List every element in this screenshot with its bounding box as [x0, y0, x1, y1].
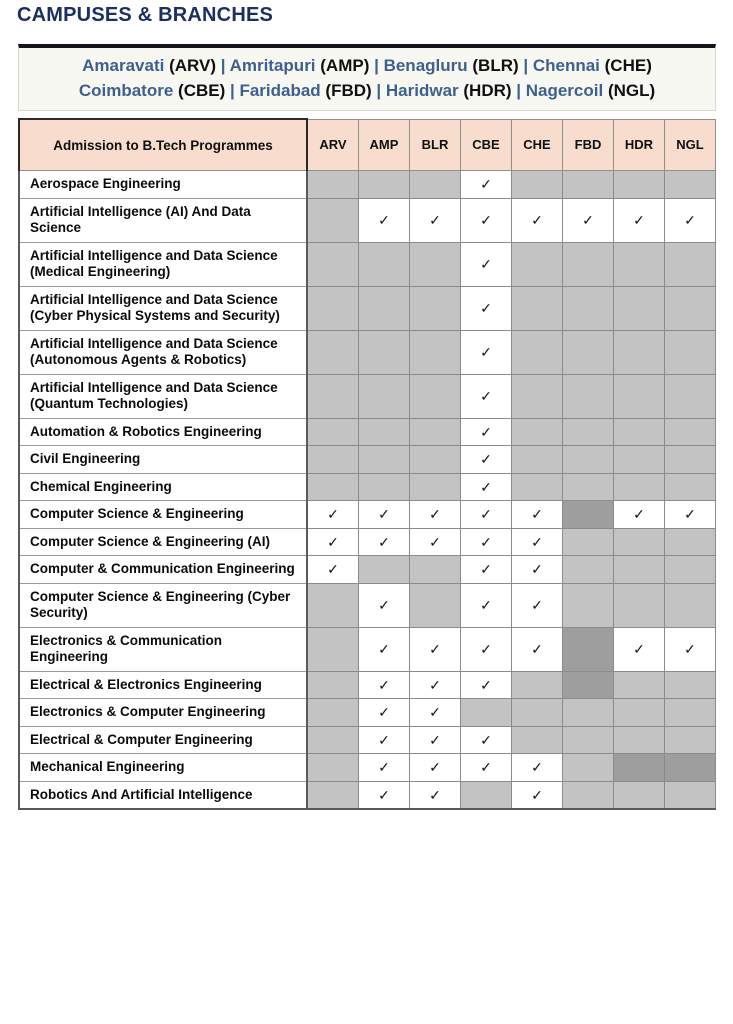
campus-name: Benagluru	[383, 56, 473, 75]
availability-cell-fbd	[563, 330, 614, 374]
availability-cell-ngl	[665, 501, 716, 529]
availability-cell-blr	[410, 501, 461, 529]
check-icon: ✓	[531, 561, 543, 578]
availability-cell-hdr	[614, 501, 665, 529]
availability-cell-amp	[359, 374, 410, 418]
table-row	[19, 556, 716, 584]
availability-cell-blr	[410, 473, 461, 501]
check-icon: ✓	[480, 478, 492, 495]
check-icon: ✓	[480, 533, 492, 550]
availability-cell-arv	[307, 446, 359, 474]
table-row	[19, 754, 716, 782]
programme-label: Computer & Communication Engineering	[19, 556, 307, 584]
availability-cell-arv	[307, 418, 359, 446]
availability-cell-ngl	[665, 242, 716, 286]
availability-cell-amp	[359, 781, 410, 809]
table-row	[19, 501, 716, 529]
programme-label: Electrical & Electronics Engineering	[19, 671, 307, 699]
availability-cell-fbd	[563, 781, 614, 809]
programme-label: Chemical Engineering	[19, 473, 307, 501]
availability-cell-arv	[307, 754, 359, 782]
campus-separator: |	[216, 56, 230, 75]
check-icon: ✓	[531, 212, 543, 228]
availability-cell-hdr	[614, 473, 665, 501]
availability-cell-cbe	[461, 754, 512, 782]
check-icon: ✓	[327, 506, 339, 523]
table-row	[19, 330, 716, 374]
check-icon: ✓	[378, 597, 390, 613]
check-icon: ✓	[429, 731, 441, 748]
availability-cell-ngl	[665, 473, 716, 501]
programme-label: Mechanical Engineering	[19, 754, 307, 782]
availability-cell-amp	[359, 671, 410, 699]
availability-cell-hdr	[614, 242, 665, 286]
availability-cell-arv	[307, 627, 359, 671]
availability-cell-amp	[359, 556, 410, 584]
campus-separator: |	[511, 81, 526, 100]
check-icon: ✓	[378, 731, 390, 748]
availability-cell-che	[512, 726, 563, 754]
availability-cell-cbe	[461, 556, 512, 584]
check-icon: ✓	[378, 786, 390, 803]
table-row	[19, 699, 716, 727]
programme-label: Artificial Intelligence and Data Science (Autonomous Agents & Robotics)	[19, 330, 307, 374]
campus-separator: |	[369, 56, 384, 75]
check-icon: ✓	[633, 212, 645, 228]
availability-cell-fbd	[563, 286, 614, 330]
availability-cell-ngl	[665, 781, 716, 809]
column-header-cbe: CBE	[461, 119, 512, 171]
availability-cell-arv	[307, 671, 359, 699]
availability-cell-hdr	[614, 726, 665, 754]
availability-cell-arv	[307, 242, 359, 286]
availability-cell-hdr	[614, 528, 665, 556]
availability-cell-fbd	[563, 446, 614, 474]
programme-label: Artificial Intelligence and Data Science (Quantum Technologies)	[19, 374, 307, 418]
availability-cell-arv	[307, 556, 359, 584]
table-row	[19, 418, 716, 446]
availability-cell-che	[512, 418, 563, 446]
campus-banner	[18, 44, 716, 111]
table-row	[19, 583, 716, 627]
availability-cell-arv	[307, 286, 359, 330]
availability-cell-che	[512, 583, 563, 627]
campus-separator: |	[518, 56, 533, 75]
availability-cell-che	[512, 754, 563, 782]
check-icon: ✓	[480, 176, 492, 193]
check-icon: ✓	[531, 597, 543, 613]
availability-cell-ngl	[665, 446, 716, 474]
campus-code: (AMP)	[320, 56, 370, 75]
check-icon: ✓	[684, 212, 696, 228]
programme-label: Electronics & Computer Engineering	[19, 699, 307, 727]
check-icon: ✓	[429, 506, 441, 523]
availability-cell-arv	[307, 528, 359, 556]
table-row	[19, 242, 716, 286]
availability-cell-arv	[307, 781, 359, 809]
availability-cell-amp	[359, 418, 410, 446]
availability-cell-ngl	[665, 627, 716, 671]
availability-cell-blr	[410, 242, 461, 286]
check-icon: ✓	[429, 533, 441, 550]
table-header	[19, 119, 716, 171]
check-icon: ✓	[378, 533, 390, 550]
check-icon: ✓	[480, 300, 492, 316]
column-header-che: CHE	[512, 119, 563, 171]
table-row	[19, 726, 716, 754]
check-icon: ✓	[480, 256, 492, 272]
availability-cell-ngl	[665, 418, 716, 446]
availability-cell-blr	[410, 556, 461, 584]
availability-cell-blr	[410, 583, 461, 627]
check-icon: ✓	[531, 759, 543, 776]
availability-cell-ngl	[665, 726, 716, 754]
availability-cell-fbd	[563, 473, 614, 501]
availability-cell-hdr	[614, 286, 665, 330]
availability-cell-amp	[359, 501, 410, 529]
availability-cell-hdr	[614, 583, 665, 627]
availability-cell-amp	[359, 242, 410, 286]
availability-cell-blr	[410, 781, 461, 809]
availability-cell-amp	[359, 286, 410, 330]
availability-cell-blr	[410, 699, 461, 727]
column-header-programme: Admission to B.Tech Programmes	[19, 119, 307, 171]
table-row	[19, 171, 716, 199]
availability-cell-amp	[359, 198, 410, 242]
campus-name: Chennai	[532, 56, 605, 75]
check-icon: ✓	[429, 786, 441, 803]
availability-cell-amp	[359, 726, 410, 754]
check-icon: ✓	[633, 506, 645, 523]
availability-cell-amp	[359, 330, 410, 374]
availability-cell-che	[512, 556, 563, 584]
availability-cell-blr	[410, 418, 461, 446]
availability-cell-amp	[359, 699, 410, 727]
check-icon: ✓	[429, 759, 441, 776]
availability-cell-arv	[307, 330, 359, 374]
check-icon: ✓	[480, 212, 492, 228]
availability-cell-fbd	[563, 671, 614, 699]
availability-cell-blr	[410, 754, 461, 782]
availability-cell-ngl	[665, 583, 716, 627]
availability-cell-cbe	[461, 330, 512, 374]
availability-cell-arv	[307, 473, 359, 501]
availability-cell-amp	[359, 171, 410, 199]
check-icon: ✓	[531, 506, 543, 523]
availability-cell-hdr	[614, 198, 665, 242]
column-header-blr: BLR	[410, 119, 461, 171]
column-header-amp: AMP	[359, 119, 410, 171]
availability-cell-che	[512, 242, 563, 286]
availability-cell-fbd	[563, 171, 614, 199]
availability-cell-cbe	[461, 726, 512, 754]
table-header-row	[19, 119, 716, 171]
availability-cell-arv	[307, 374, 359, 418]
availability-cell-arv	[307, 583, 359, 627]
table-row	[19, 198, 716, 242]
check-icon: ✓	[684, 641, 696, 657]
availability-cell-cbe	[461, 473, 512, 501]
availability-cell-ngl	[665, 198, 716, 242]
availability-cell-ngl	[665, 556, 716, 584]
campus-code: (ARV)	[169, 56, 216, 75]
programme-label: Artificial Intelligence (AI) And Data Science	[19, 198, 307, 242]
check-icon: ✓	[480, 731, 492, 748]
availability-cell-amp	[359, 754, 410, 782]
availability-cell-fbd	[563, 242, 614, 286]
campus-name: Amritapuri	[229, 56, 321, 75]
availability-cell-hdr	[614, 330, 665, 374]
availability-cell-ngl	[665, 330, 716, 374]
availability-cell-che	[512, 198, 563, 242]
availability-cell-che	[512, 330, 563, 374]
availability-cell-che	[512, 286, 563, 330]
availability-cell-hdr	[614, 699, 665, 727]
availability-cell-blr	[410, 671, 461, 699]
availability-cell-ngl	[665, 374, 716, 418]
programme-label: Civil Engineering	[19, 446, 307, 474]
campus-code: (BLR)	[472, 56, 519, 75]
check-icon: ✓	[327, 533, 339, 550]
check-icon: ✓	[378, 641, 390, 657]
table-row	[19, 781, 716, 809]
availability-cell-cbe	[461, 418, 512, 446]
availability-cell-cbe	[461, 627, 512, 671]
check-icon: ✓	[480, 451, 492, 468]
table-row	[19, 473, 716, 501]
check-icon: ✓	[327, 561, 339, 578]
availability-cell-cbe	[461, 374, 512, 418]
availability-cell-fbd	[563, 726, 614, 754]
availability-cell-cbe	[461, 171, 512, 199]
programme-label: Robotics And Artificial Intelligence	[19, 781, 307, 809]
programme-label: Artificial Intelligence and Data Science (Cyber Physical Systems and Security)	[19, 286, 307, 330]
availability-cell-arv	[307, 171, 359, 199]
campus-banner-line-2	[19, 78, 715, 103]
campus-code: (FBD)	[325, 81, 372, 100]
availability-cell-hdr	[614, 627, 665, 671]
programme-label: Artificial Intelligence and Data Science (Medical Engineering)	[19, 242, 307, 286]
availability-cell-ngl	[665, 171, 716, 199]
check-icon: ✓	[378, 212, 390, 228]
availability-cell-che	[512, 699, 563, 727]
column-header-ngl: NGL	[665, 119, 716, 171]
availability-cell-hdr	[614, 781, 665, 809]
availability-cell-arv	[307, 501, 359, 529]
check-icon: ✓	[480, 597, 492, 613]
availability-cell-hdr	[614, 556, 665, 584]
availability-cell-blr	[410, 171, 461, 199]
availability-cell-arv	[307, 726, 359, 754]
availability-cell-blr	[410, 528, 461, 556]
availability-cell-che	[512, 374, 563, 418]
availability-cell-che	[512, 528, 563, 556]
availability-cell-cbe	[461, 501, 512, 529]
campus-name: Amaravati	[82, 56, 170, 75]
table-body	[19, 171, 716, 810]
availability-cell-amp	[359, 627, 410, 671]
programme-label: Automation & Robotics Engineering	[19, 418, 307, 446]
availability-cell-ngl	[665, 671, 716, 699]
availability-cell-che	[512, 627, 563, 671]
check-icon: ✓	[429, 212, 441, 228]
availability-cell-amp	[359, 528, 410, 556]
page-title: CAMPUSES & BRANCHES	[17, 4, 274, 26]
availability-cell-fbd	[563, 754, 614, 782]
check-icon: ✓	[582, 212, 594, 228]
check-icon: ✓	[480, 388, 492, 404]
check-icon: ✓	[378, 704, 390, 721]
availability-cell-cbe	[461, 446, 512, 474]
campus-code: (CBE)	[178, 81, 226, 100]
availability-cell-cbe	[461, 699, 512, 727]
availability-cell-fbd	[563, 528, 614, 556]
check-icon: ✓	[480, 344, 492, 360]
availability-cell-ngl	[665, 286, 716, 330]
availability-cell-che	[512, 171, 563, 199]
campus-code: (CHE)	[604, 56, 652, 75]
campus-code: (NGL)	[607, 81, 656, 100]
availability-cell-blr	[410, 627, 461, 671]
availability-cell-cbe	[461, 242, 512, 286]
check-icon: ✓	[480, 759, 492, 776]
campus-banner-line-1	[19, 53, 715, 78]
check-icon: ✓	[480, 676, 492, 693]
availability-cell-che	[512, 501, 563, 529]
availability-cell-fbd	[563, 699, 614, 727]
campus-name: Coimbatore	[78, 81, 179, 100]
availability-cell-cbe	[461, 671, 512, 699]
availability-cell-cbe	[461, 781, 512, 809]
availability-cell-amp	[359, 583, 410, 627]
availability-cell-che	[512, 473, 563, 501]
availability-cell-cbe	[461, 198, 512, 242]
programme-label: Electrical & Computer Engineering	[19, 726, 307, 754]
availability-cell-blr	[410, 286, 461, 330]
availability-cell-blr	[410, 198, 461, 242]
availability-cell-hdr	[614, 446, 665, 474]
availability-cell-fbd	[563, 501, 614, 529]
availability-cell-che	[512, 781, 563, 809]
check-icon: ✓	[429, 676, 441, 693]
availability-cell-fbd	[563, 198, 614, 242]
check-icon: ✓	[531, 533, 543, 550]
campus-separator: |	[371, 81, 386, 100]
availability-cell-blr	[410, 446, 461, 474]
column-header-arv: ARV	[307, 119, 359, 171]
availability-cell-fbd	[563, 627, 614, 671]
programme-label: Computer Science & Engineering (Cyber Security)	[19, 583, 307, 627]
check-icon: ✓	[480, 561, 492, 578]
availability-cell-hdr	[614, 418, 665, 446]
table-row	[19, 671, 716, 699]
programme-label: Computer Science & Engineering	[19, 501, 307, 529]
campus-name: Haridwar	[385, 81, 464, 100]
check-icon: ✓	[378, 506, 390, 523]
campus-separator: |	[225, 81, 240, 100]
check-icon: ✓	[480, 423, 492, 440]
availability-cell-cbe	[461, 528, 512, 556]
availability-cell-arv	[307, 198, 359, 242]
availability-cell-hdr	[614, 171, 665, 199]
availability-cell-ngl	[665, 528, 716, 556]
availability-cell-fbd	[563, 418, 614, 446]
check-icon: ✓	[378, 676, 390, 693]
availability-cell-blr	[410, 374, 461, 418]
table-row	[19, 627, 716, 671]
column-header-hdr: HDR	[614, 119, 665, 171]
availability-cell-hdr	[614, 671, 665, 699]
check-icon: ✓	[429, 641, 441, 657]
check-icon: ✓	[378, 759, 390, 776]
table-row	[19, 446, 716, 474]
availability-cell-che	[512, 671, 563, 699]
availability-cell-blr	[410, 330, 461, 374]
column-header-fbd: FBD	[563, 119, 614, 171]
availability-cell-fbd	[563, 583, 614, 627]
table-row	[19, 528, 716, 556]
campus-name: Faridabad	[239, 81, 326, 100]
availability-cell-amp	[359, 473, 410, 501]
availability-cell-che	[512, 446, 563, 474]
check-icon: ✓	[531, 786, 543, 803]
table-row	[19, 286, 716, 330]
campus-name: Nagercoil	[525, 81, 608, 100]
check-icon: ✓	[531, 641, 543, 657]
availability-cell-blr	[410, 726, 461, 754]
programme-label: Aerospace Engineering	[19, 171, 307, 199]
availability-cell-fbd	[563, 556, 614, 584]
availability-cell-fbd	[563, 374, 614, 418]
check-icon: ✓	[480, 641, 492, 657]
availability-cell-amp	[359, 446, 410, 474]
programme-label: Computer Science & Engineering (AI)	[19, 528, 307, 556]
availability-cell-arv	[307, 699, 359, 727]
campus-code: (HDR)	[463, 81, 512, 100]
availability-cell-cbe	[461, 286, 512, 330]
availability-cell-hdr	[614, 374, 665, 418]
check-icon: ✓	[429, 704, 441, 721]
check-icon: ✓	[480, 506, 492, 523]
check-icon: ✓	[633, 641, 645, 657]
table-row	[19, 374, 716, 418]
check-icon: ✓	[684, 506, 696, 523]
availability-cell-hdr	[614, 754, 665, 782]
admission-matrix-table	[18, 118, 716, 810]
programme-label: Electronics & Communication Engineering	[19, 627, 307, 671]
availability-cell-cbe	[461, 583, 512, 627]
availability-cell-ngl	[665, 699, 716, 727]
availability-cell-ngl	[665, 754, 716, 782]
